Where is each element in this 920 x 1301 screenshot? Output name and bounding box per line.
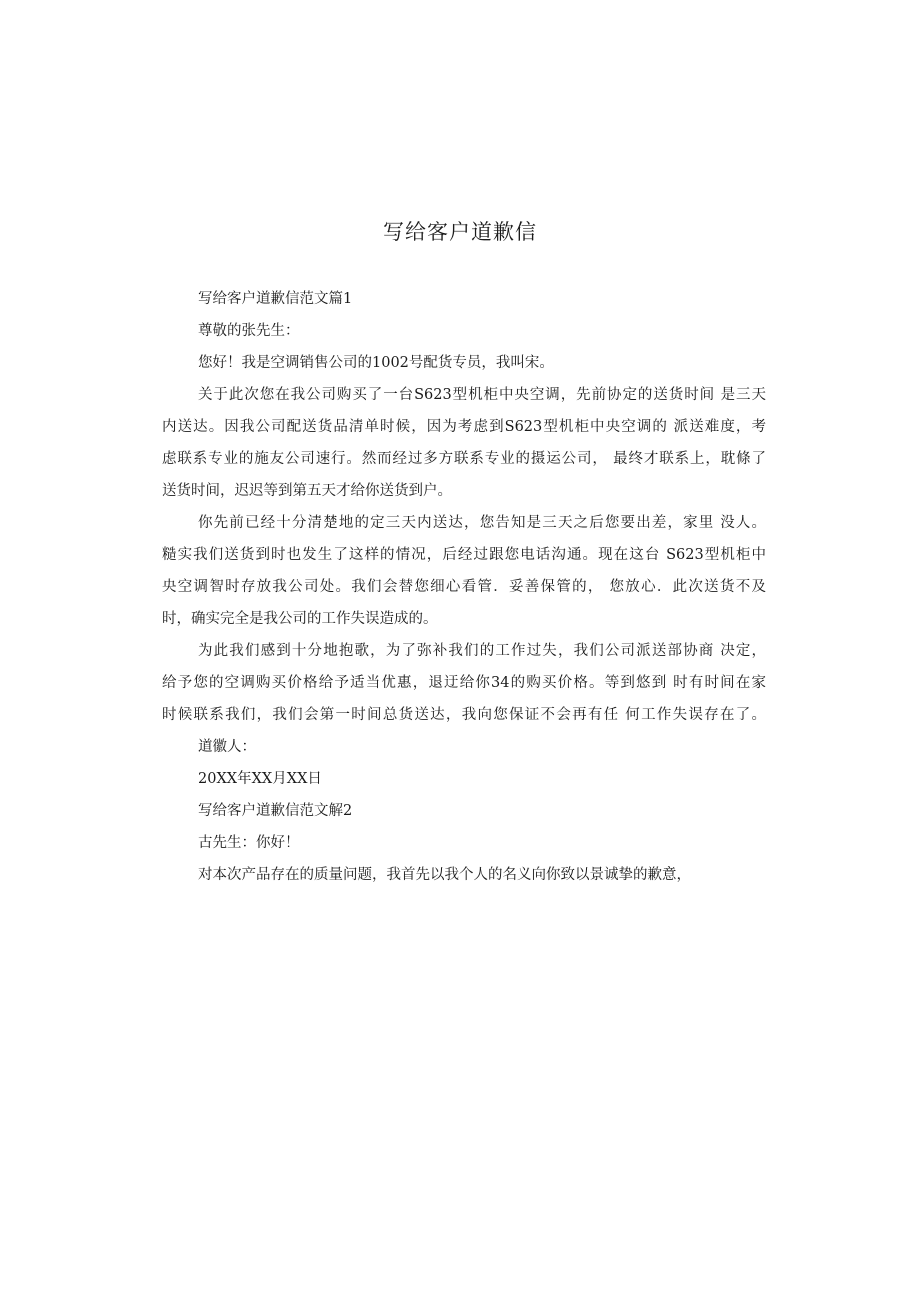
- section-heading-1: 写给客户道歉信范文篇1: [198, 291, 353, 307]
- section-heading-2: 写给客户道歉信范文解2: [198, 803, 353, 819]
- paragraph-3-line-2: 给予您的空调购买价格给予适当优惠，退迂给你34的购买价格。等到悠到 时有时间在家: [162, 675, 766, 691]
- salutation-2: 古先生：你好！: [198, 835, 300, 851]
- paragraph-3-line-1: 为此我们感到十分地抱歌，为了弥补我们的工作过失，我们公司派送部协商 决定，: [198, 643, 766, 659]
- document-title: 写给客户道歉信: [383, 220, 537, 244]
- paragraph-4-line-1: 对本次产品存在的质量问题，我首先以我个人的名义向你致以景诚挚的歉意，: [198, 867, 691, 883]
- paragraph-2-line-4: 时，确实完全是我公司的工作失误造成的。: [162, 611, 438, 627]
- signature-label: 道徽人：: [198, 739, 256, 755]
- signature-date: 20XX年XX月XX日: [198, 771, 322, 787]
- paragraph-1-line-1: 关于此次您在我公司购买了一台S623型机柜中央空调，先前协定的送货时间 是三天: [198, 387, 766, 403]
- paragraph-2-line-2: 糙实我们送货到时也发生了这样的情况，后经过跟您电话沟通。现在这台 S623型机柜中: [162, 547, 766, 563]
- document-body: [162, 283, 766, 891]
- paragraph-3-line-3: 时候联系我们，我们会第一时间总货送达，我向您保证不会再有任 何工作失误存在了。: [162, 707, 766, 723]
- paragraph-1-line-2: 内送达。因我公司配送货品清单时候，因为考虑到S623型机柜中央空调的 派送难度，考: [162, 419, 766, 435]
- paragraph-1-line-3: 虑联系专业的施友公司速行。然而经过多方联系专业的摄运公司， 最终才联系上，耽條了: [162, 451, 766, 467]
- salutation-1: 尊敬的张先生：: [198, 323, 300, 339]
- greeting-line: 您好！我是空调销售公司的1002号配货专员，我叫宋。: [198, 355, 554, 371]
- paragraph-2-line-1: 你先前已经十分清楚地的定三天内送达，您告知是三天之后您要出差，家里 没人。: [198, 515, 766, 531]
- paragraph-2-line-3: 央空调智时存放我公司处。我们会替您细心看管．妥善保管的， 您放心．此次送货不及: [162, 579, 766, 595]
- paragraph-1-line-4: 送货时间，迟迟等到第五天才给你送货到户。: [162, 483, 452, 499]
